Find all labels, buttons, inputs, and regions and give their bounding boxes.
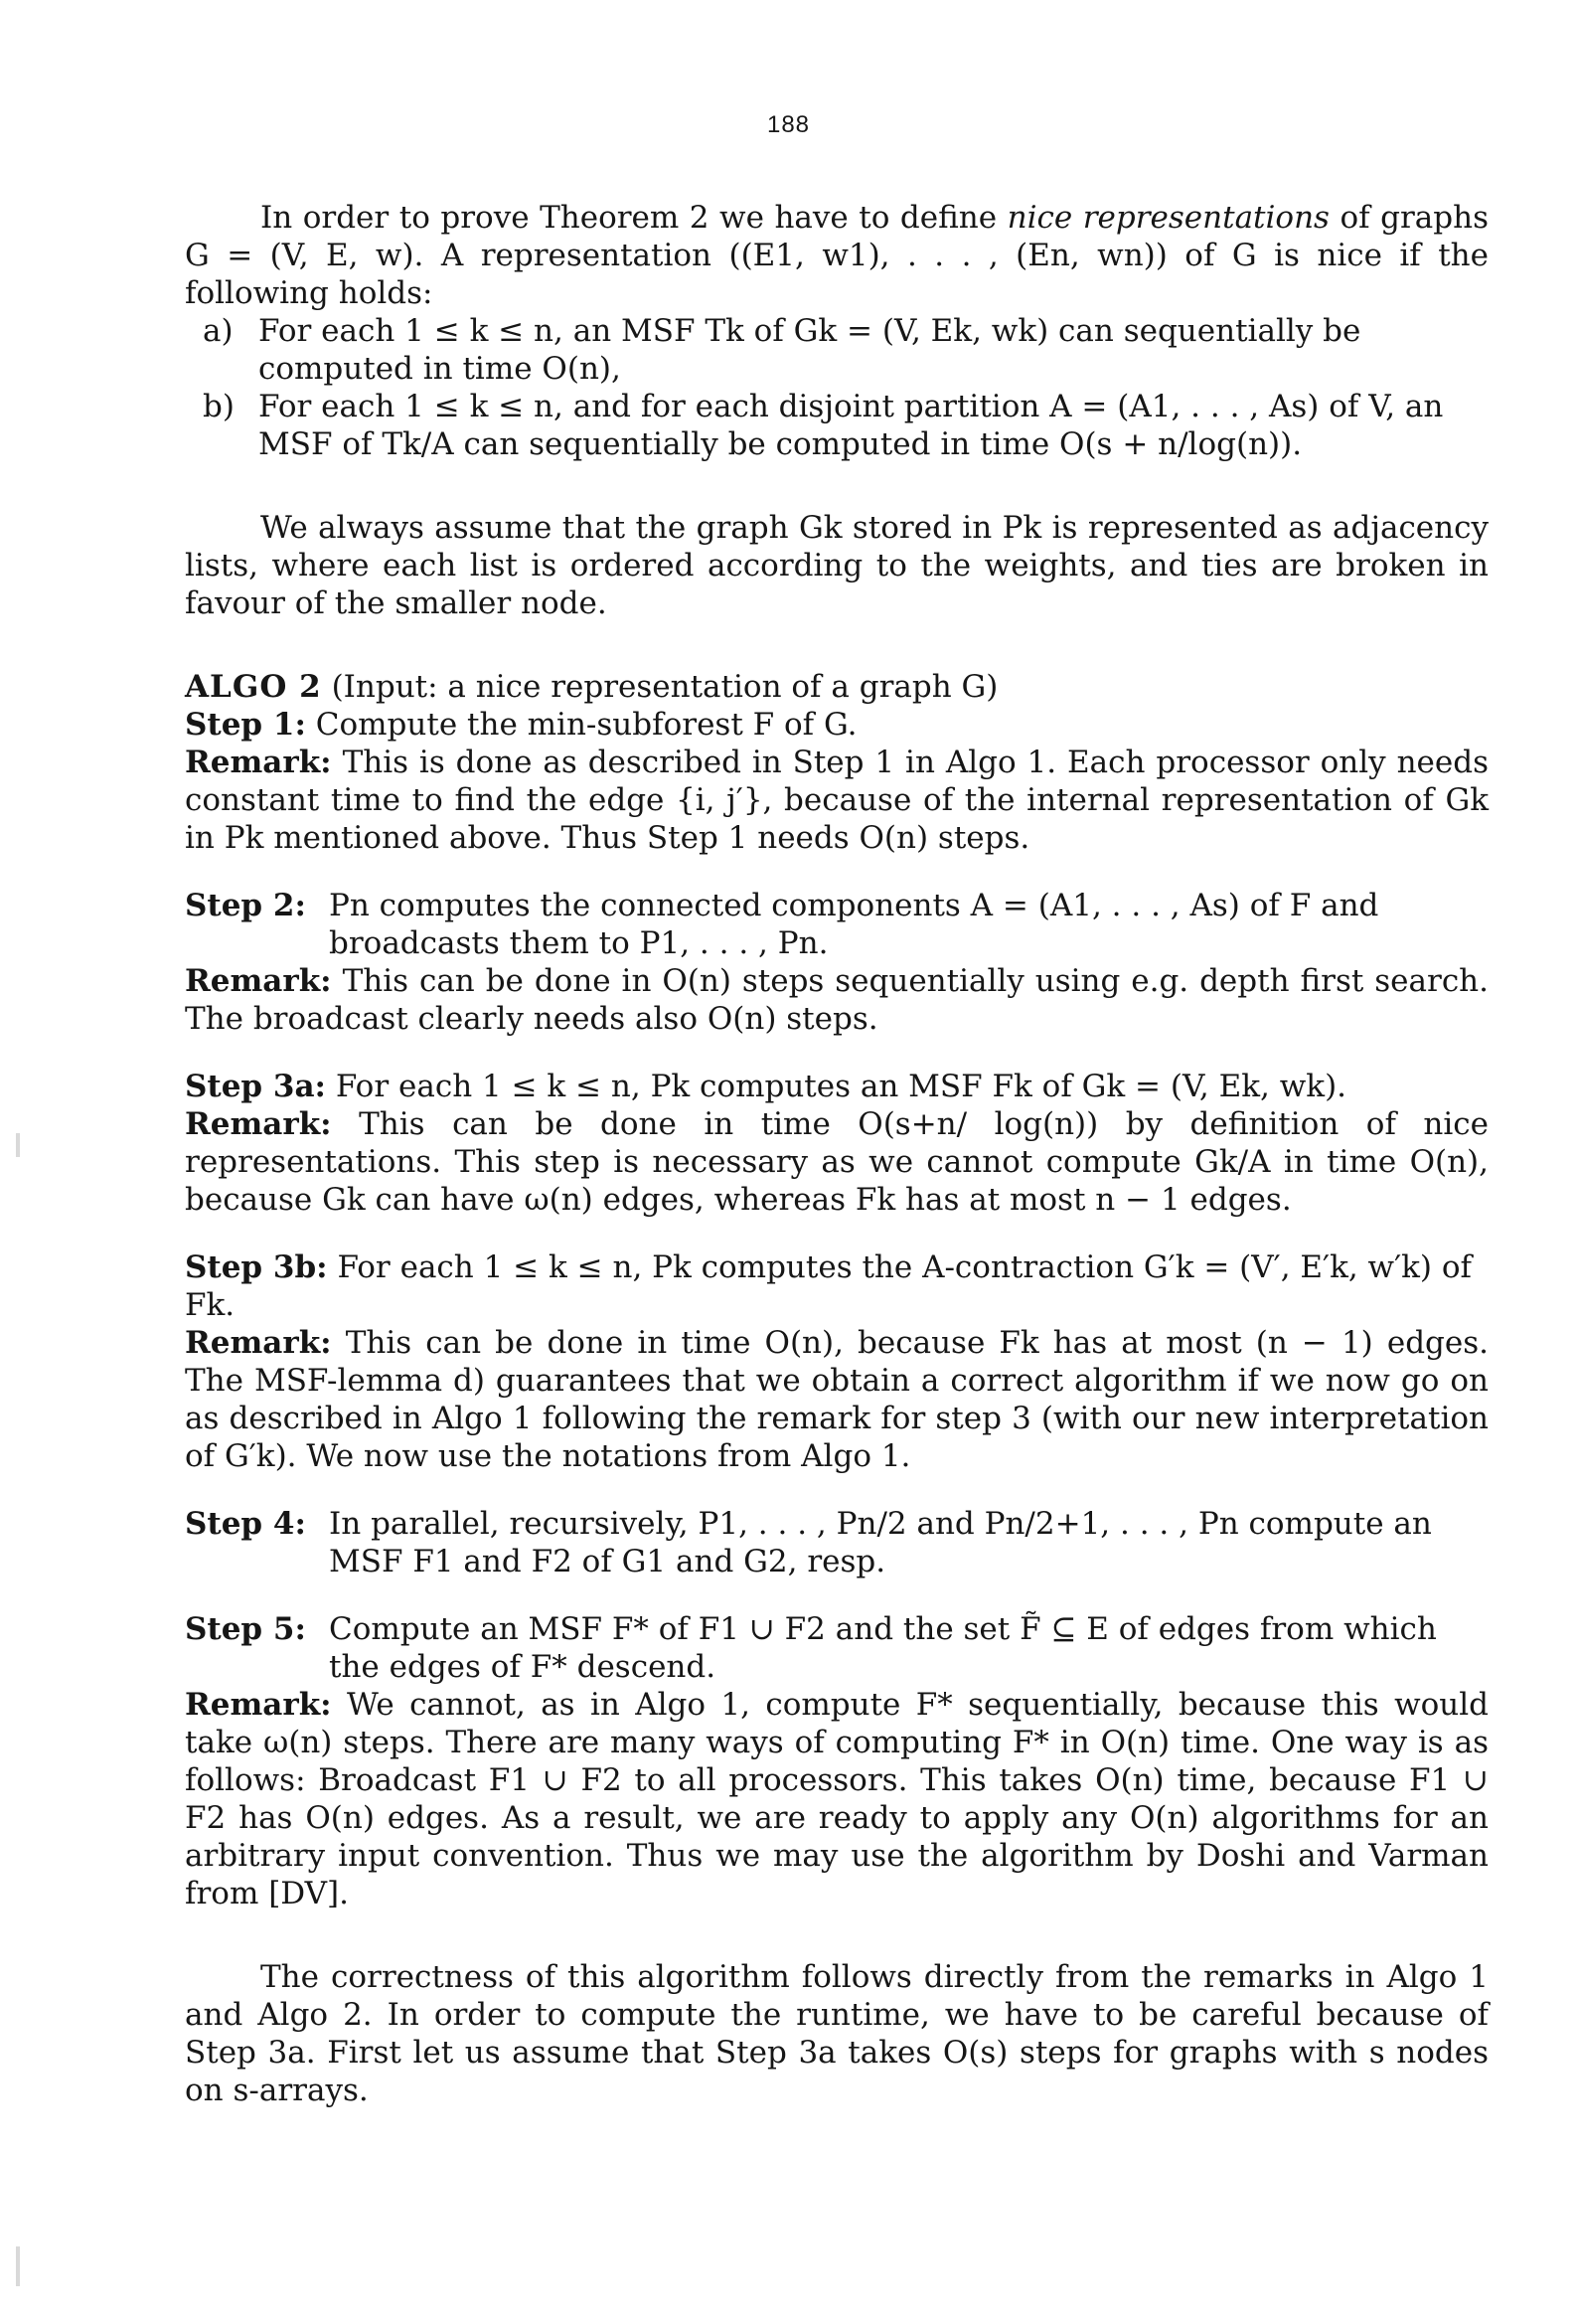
remark-3b-label: Remark: bbox=[185, 1325, 332, 1361]
condition-a-text: For each 1 ≤ k ≤ n, an MSF Tk of Gk = (V, Ek, wk) can sequentially be computed in time O(n), bbox=[258, 313, 1361, 387]
algo-title: ALGO 2 bbox=[185, 669, 322, 705]
intro-paragraph: In order to prove Theorem 2 we have to define nice representations of graphs G = (V, E, w). A representation ((E1, w1), . . . , (En, wn)) of G is nice if the following holds: bbox=[185, 200, 1490, 311]
scan-margin-mark bbox=[16, 2246, 20, 2286]
condition-a bbox=[185, 312, 1489, 388]
step-2 bbox=[185, 887, 1489, 962]
step-3b bbox=[185, 1248, 1489, 1324]
remark-5-label: Remark: bbox=[185, 1687, 332, 1723]
step-5 bbox=[185, 1610, 1489, 1686]
remark-1-label: Remark: bbox=[185, 745, 332, 780]
condition-b-label: b) bbox=[203, 389, 235, 424]
page-body bbox=[185, 199, 1489, 2109]
condition-a-label: a) bbox=[203, 313, 234, 349]
remark-5 bbox=[185, 1686, 1489, 1912]
remark-2-label: Remark: bbox=[185, 963, 332, 999]
step-5-text: Compute an MSF F* of F1 ∪ F2 and the set F̃ ⊆ E of edges from which the edges of F* descend. bbox=[329, 1611, 1437, 1685]
remark-1-text: This is done as described in Step 1 in Algo 1. Each processor only needs constant time to find the edge {i, j′}, because of the internal representation of Gk in Pk mentioned above. Thus Step 1 needs O(n) steps. bbox=[185, 745, 1489, 856]
step-5-label: Step 5: bbox=[185, 1611, 306, 1647]
scan-margin-mark bbox=[16, 1133, 20, 1157]
remark-3a bbox=[185, 1105, 1489, 1219]
algo-input: (Input: a nice representation of a graph G) bbox=[331, 669, 999, 705]
step-3a-text: For each 1 ≤ k ≤ n, Pk computes an MSF Fk of Gk = (V, Ek, wk). bbox=[335, 1069, 1347, 1104]
step-2-text: Pn computes the connected components A = (A1, . . . , As) of F and broadcasts them to P1, . . . , Pn. bbox=[329, 888, 1379, 961]
conclusion-paragraph: The correctness of this algorithm follows directly from the remarks in Algo 1 and Algo 2. In order to compute the runtime, we have to be careful because of Step 3a. First let us assume that Step 3a takes O(s) steps for graphs with s nodes on s-arrays. bbox=[185, 1959, 1489, 2108]
algo-heading bbox=[185, 668, 1489, 706]
step-4-text: In parallel, recursively, P1, . . . , Pn/2 and Pn/2+1, . . . , Pn compute an MSF F1 and F2 of G1 and G2, resp. bbox=[329, 1506, 1432, 1579]
remark-3a-text: This can be done in time O(s+n/ log(n)) by definition of nice representations. This step is necessary as we cannot compute Gk/A in time O(n), because Gk can have ω(n) edges, whereas Fk has at most n − 1 edges. bbox=[185, 1106, 1489, 1218]
step-1-text: Compute the min-subforest F of G. bbox=[315, 707, 858, 743]
step-1-label: Step 1: bbox=[185, 707, 306, 743]
step-3b-text: For each 1 ≤ k ≤ n, Pk computes the A-contraction G′k = (V′, E′k, w′k) of Fk. bbox=[185, 1249, 1473, 1323]
remark-3b-text: This can be done in time O(n), because Fk has at most (n − 1) edges. The MSF-lemma d) guarantees that we obtain a correct algorithm if we now go on as described in Algo 1 following the remark for step 3 (with our new interpretation of G′k). We now use the notations from Algo 1. bbox=[185, 1325, 1489, 1474]
remark-5-text: We cannot, as in Algo 1, compute F* sequentially, because this would take ω(n) steps. There are many ways of computing F* in O(n) time. One way is as follows: Broadcast F1 ∪ F2 to all processors. This takes O(n) time, because F1 ∪ F2 has O(n) edges. As a result, we are ready to apply any O(n) algorithms for an arbitrary input convention. Thus we may use the algorithm by Doshi and Varman from [DV]. bbox=[185, 1687, 1489, 1911]
remark-1 bbox=[185, 744, 1489, 857]
step-2-label: Step 2: bbox=[185, 888, 306, 923]
remark-2-text: This can be done in O(n) steps sequentially using e.g. depth first search. The broadcast clearly needs also O(n) steps. bbox=[185, 963, 1489, 1037]
intro-emphasis-inline: nice representations bbox=[1007, 200, 1330, 236]
step-1 bbox=[185, 706, 1489, 744]
remark-3b bbox=[185, 1324, 1489, 1475]
page-number: 188 bbox=[766, 111, 811, 138]
remark-3a-label: Remark: bbox=[185, 1106, 332, 1142]
step-3a bbox=[185, 1068, 1489, 1105]
step-4 bbox=[185, 1505, 1489, 1580]
assumption-paragraph: We always assume that the graph Gk stored in Pk is represented as adjacency lists, where each list is ordered according to the weights, and ties are broken in favour of the smaller node. bbox=[185, 510, 1489, 621]
condition-b-text: For each 1 ≤ k ≤ n, and for each disjoint partition A = (A1, . . . , As) of V, an MSF of Tk/A can sequentially be computed in time O(s + n/log(n)). bbox=[258, 389, 1444, 462]
step-3a-label: Step 3a: bbox=[185, 1069, 326, 1104]
step-4-label: Step 4: bbox=[185, 1506, 306, 1542]
remark-2 bbox=[185, 962, 1489, 1038]
condition-b bbox=[185, 388, 1489, 463]
step-3b-label: Step 3b: bbox=[185, 1249, 328, 1285]
